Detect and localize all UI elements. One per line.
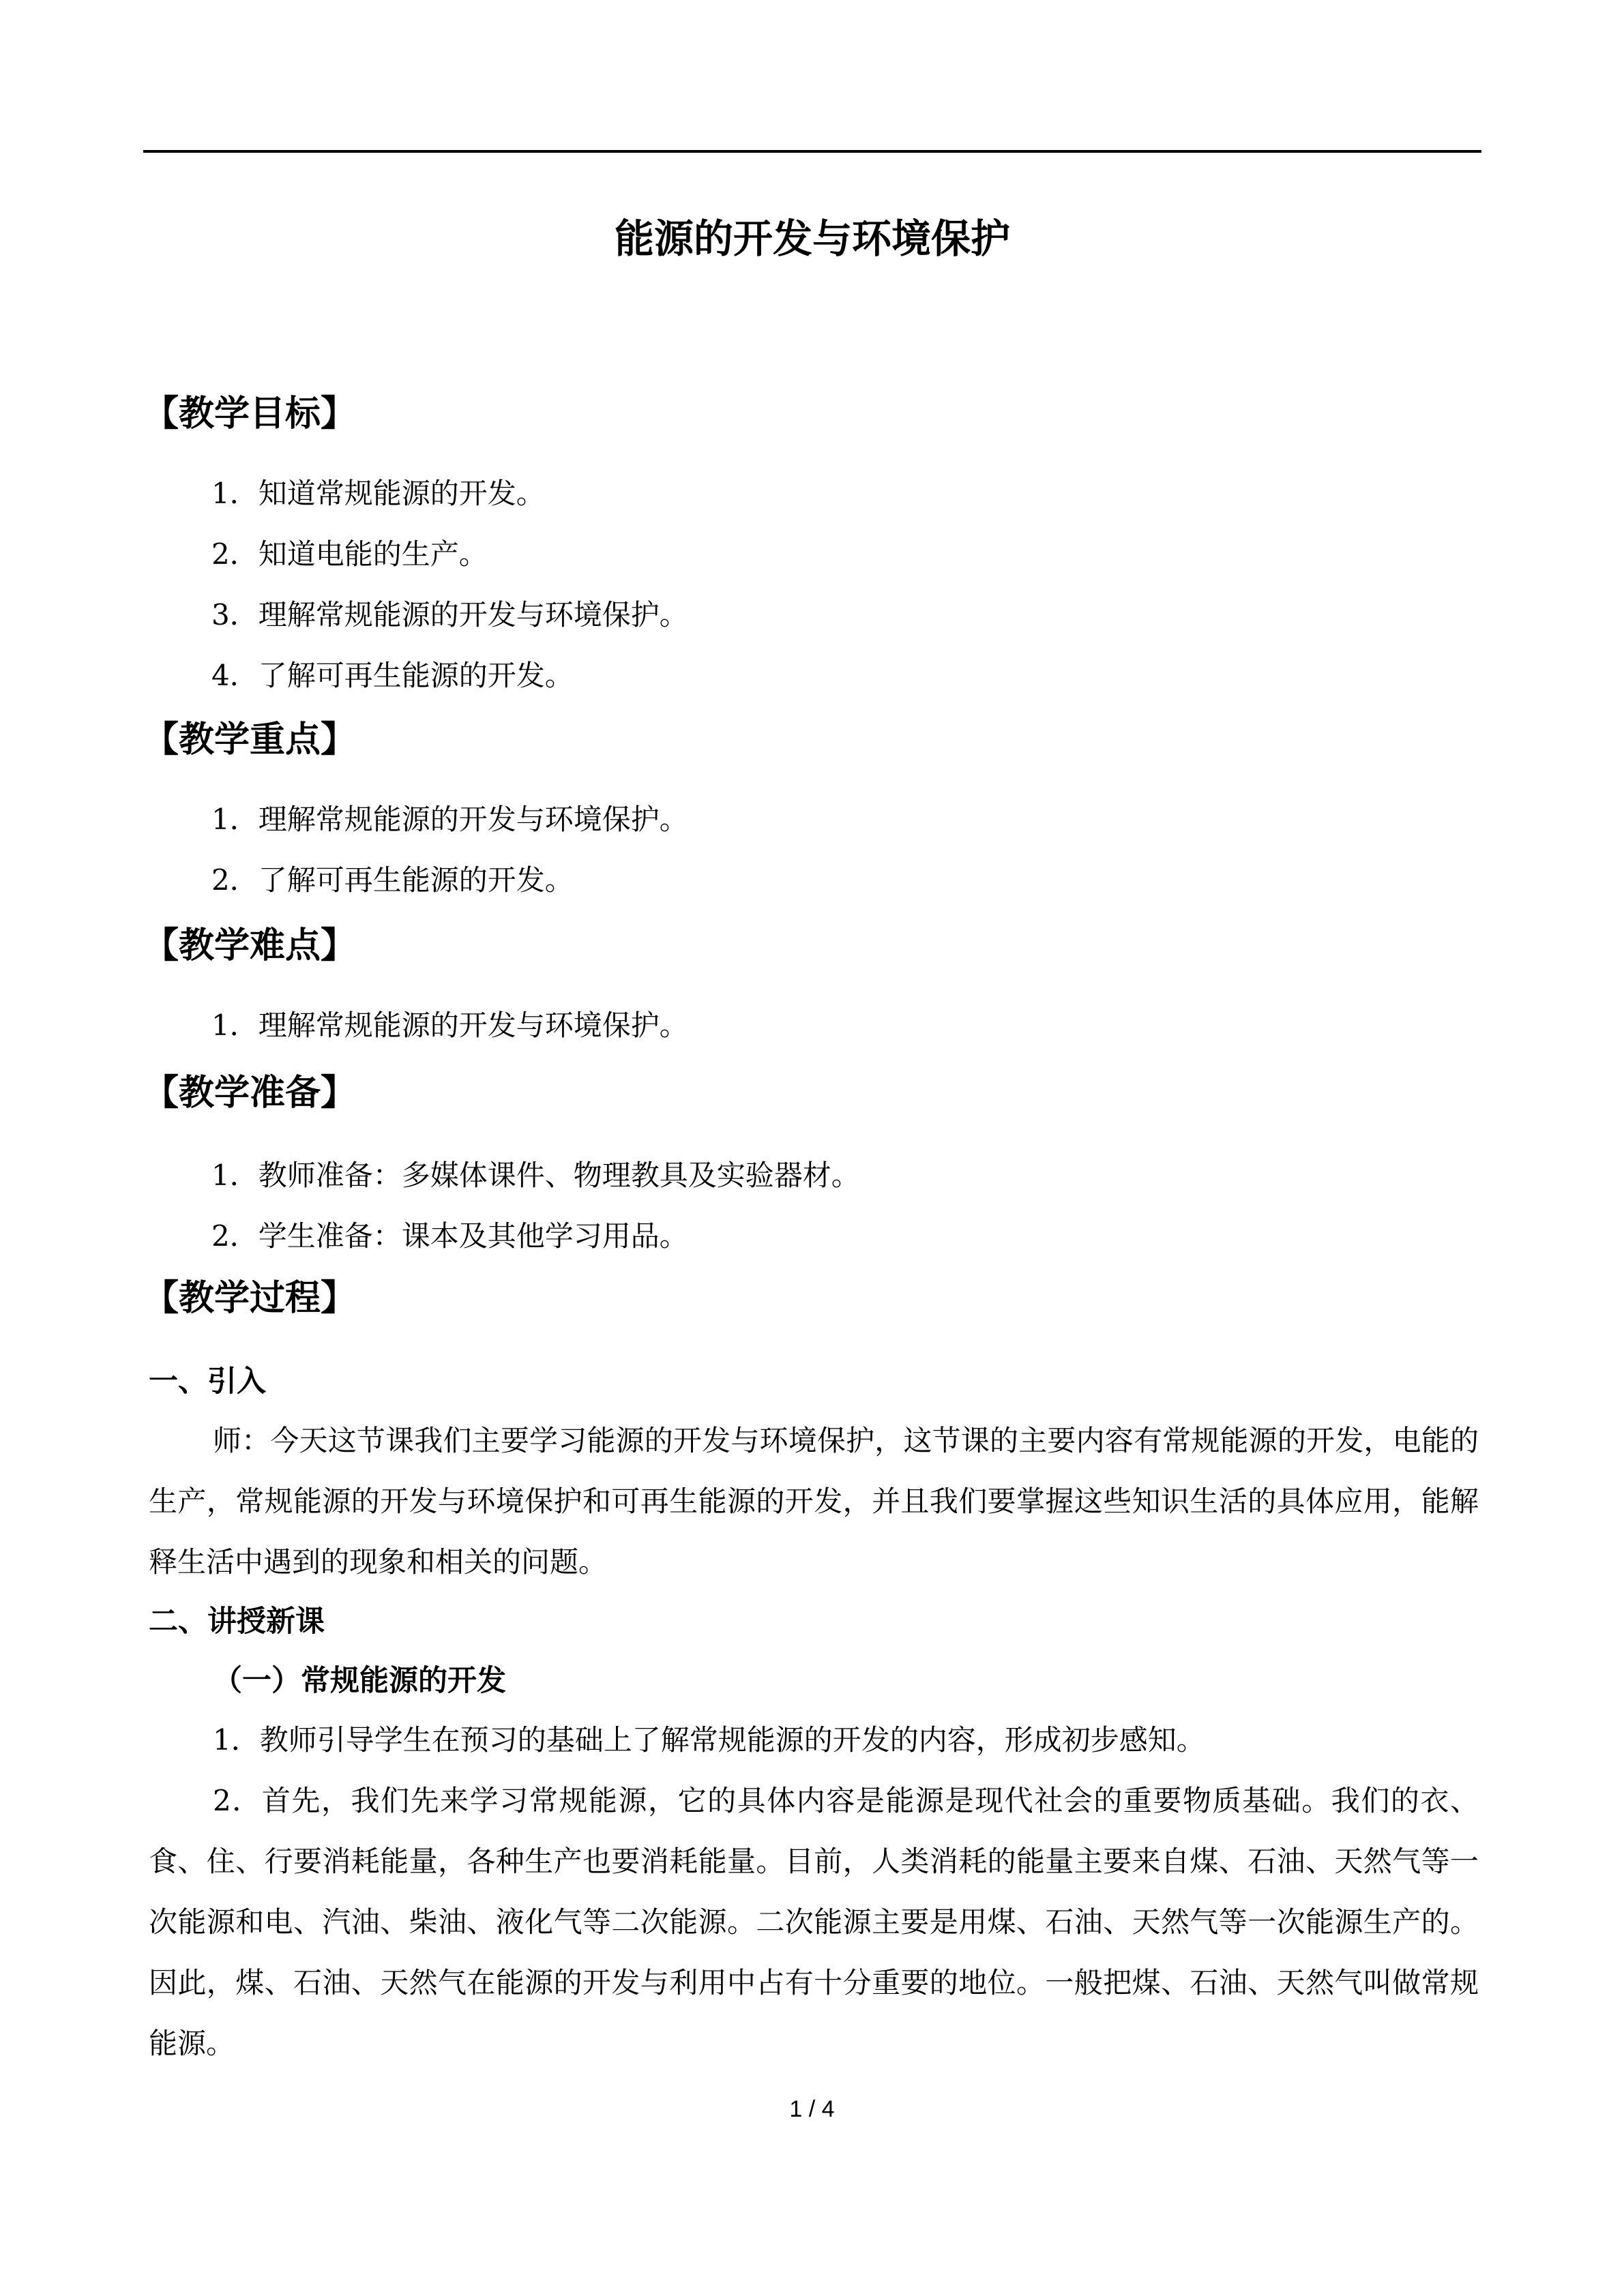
objective-item-2: 2．知道电能的生产。 [211,537,488,571]
process-intro-paragraph: 师：今天这节课我们主要学习能源的开发与环境保护，这节课的主要内容有常规能源的开发，电能的生产，常规能源的开发与环境保护和可再生能源的开发，并且我们要掌握这些知识生活的具体应用，能解释生活中遇到的现象和相关的问题。 [149,1424,1479,1579]
process-intro-heading: 一、引入 [149,1365,266,1399]
new-lesson-heading: 二、讲授新课 [149,1605,325,1639]
header-rule [143,150,1481,153]
page-number: 1 / 4 [789,2096,835,2122]
section-heading-difficulties: 【教学难点】 [143,925,357,966]
section-heading-preparation: 【教学准备】 [143,1073,357,1114]
key-point-item-1: 1．理解常规能源的开发与环境保护。 [211,803,688,836]
subsection-paragraph-1: 1．教师引导学生在预习的基础上了解常规能源的开发的内容，形成初步感知。 [213,1723,1205,1757]
document-title: 能源的开发与环境保护 [614,215,1010,262]
objective-item-1: 1．知道常规能源的开发。 [211,477,545,510]
section-heading-objectives: 【教学目标】 [143,393,357,434]
preparation-item-1: 1．教师准备：多媒体课件、物理教具及实验器材。 [211,1159,860,1192]
subsection-heading-conventional-energy: （一）常规能源的开发 [213,1664,506,1698]
preparation-item-2: 2．学生准备：课本及其他学习用品。 [211,1219,688,1253]
objective-item-4: 4．了解可再生能源的开发。 [211,659,574,692]
difficulty-item-1: 1．理解常规能源的开发与环境保护。 [211,1009,688,1042]
subsection-paragraph-2: 2．首先，我们先来学习常规能源，它的具体内容是能源是现代社会的重要物质基础。我们的衣、食、住、行要消耗能量，各种生产也要消耗能量。目前，人类消耗的能量主要来自煤、石油、天然气等一次能源和电、汽油、柴油、液化气等二次能源。二次能源主要是用煤、石油、天然气等一次能源生产的。因此，煤、石油、天然气在能源的开发与利用中占有十分重要的地位。一般把煤、石油、天然气叫做常规能源。 [149,1784,1479,2060]
section-heading-key-points: 【教学重点】 [143,719,357,760]
section-heading-process: 【教学过程】 [143,1278,357,1319]
key-point-item-2: 2．了解可再生能源的开发。 [211,863,574,897]
objective-item-3: 3．理解常规能源的开发与环境保护。 [211,598,688,631]
